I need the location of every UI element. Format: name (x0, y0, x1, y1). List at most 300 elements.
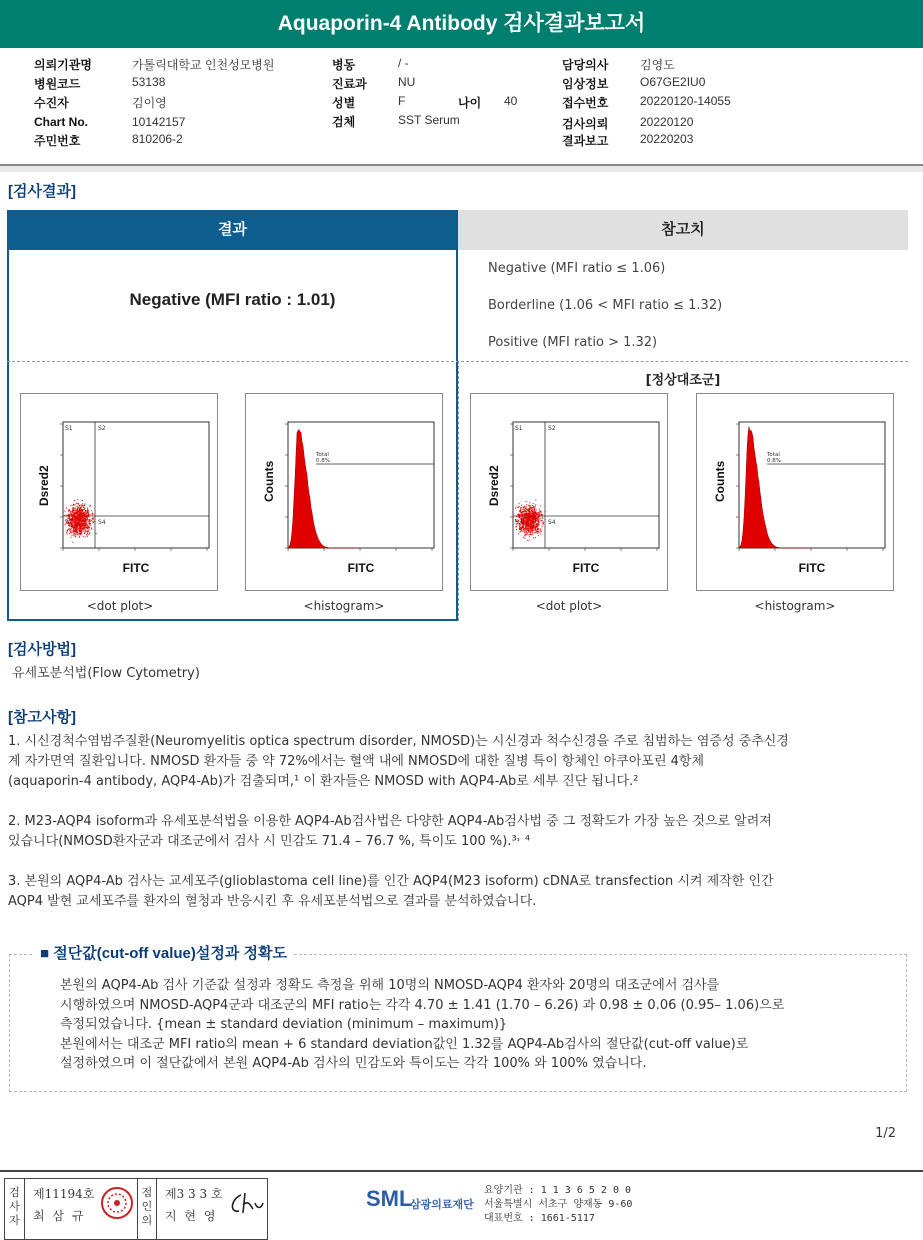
scatter-point (80, 518, 81, 519)
quadrant-label: S2 (548, 425, 556, 432)
scatter-point (543, 521, 544, 522)
scatter-point (527, 534, 528, 535)
scatter-point (537, 514, 538, 515)
cutoff-line: 본원의 AQP4-Ab 검사 기준값 설정과 정확도 측정을 위해 10명의 NMOSD-AQP4 환자와 20명의 대조군에서 검사를 (60, 978, 720, 993)
scatter-point (70, 530, 71, 531)
scatter-point (75, 518, 76, 519)
scatter-point (82, 516, 83, 517)
scatter-point (541, 515, 542, 516)
scatter-point (93, 518, 94, 519)
scatter-point (64, 515, 65, 516)
info-value: 53138 (132, 75, 166, 89)
scatter-point (74, 510, 75, 511)
scatter-point (529, 510, 530, 511)
info-value: 김영도 (640, 58, 675, 72)
info-value: 10142157 (132, 115, 186, 129)
scatter-point (66, 532, 67, 533)
scatter-point (528, 527, 529, 528)
scatter-point (82, 510, 83, 511)
scatter-point (77, 534, 78, 535)
scatter-point (77, 531, 78, 532)
scatter-point (527, 540, 528, 541)
scatter-point (83, 530, 84, 531)
scatter-point (531, 525, 532, 526)
reference-negative: Negative (MFI ratio ≤ 1.06) (488, 261, 666, 276)
scatter-point (75, 533, 76, 534)
scatter-point (524, 509, 525, 510)
scatter-point (523, 514, 524, 515)
scatter-point (523, 509, 524, 510)
scatter-point (69, 509, 70, 510)
scatter-point (75, 528, 76, 529)
scatter-point (516, 529, 517, 530)
scatter-point (82, 500, 83, 501)
scatter-point (79, 537, 80, 538)
scatter-point (539, 508, 540, 509)
scatter-point (73, 525, 74, 526)
scatter-point (87, 533, 88, 534)
scatter-point (529, 540, 530, 541)
scatter-point (87, 517, 88, 518)
age-label: 나이 (458, 96, 482, 110)
scatter-point (83, 507, 84, 508)
scatter-point (523, 511, 524, 512)
scatter-point (82, 513, 83, 514)
scatter-point (531, 513, 532, 514)
scatter-point (528, 520, 529, 521)
scatter-point (87, 508, 88, 509)
scatter-point (91, 510, 92, 511)
scatter-point (538, 514, 539, 515)
scatter-point (536, 513, 537, 514)
scatter-point (533, 523, 534, 524)
scatter-point (523, 507, 524, 508)
scatter-point (73, 529, 74, 530)
info-label: 담당의사 (562, 58, 609, 72)
scatter-point (88, 511, 89, 512)
scatter-point (79, 528, 80, 529)
scatter-point (516, 507, 517, 508)
scatter-point (96, 533, 97, 534)
scatter-point (68, 516, 69, 517)
scatter-point (518, 533, 519, 534)
scatter-point (90, 514, 91, 515)
reference-positive: Positive (MFI ratio > 1.32) (488, 335, 658, 350)
scatter-point (80, 520, 81, 521)
scatter-point (78, 533, 79, 534)
scatter-point (81, 524, 82, 525)
scatter-point (538, 516, 539, 517)
scatter-point (90, 521, 91, 522)
scatter-point (88, 515, 89, 516)
scatter-point (530, 522, 531, 523)
scatter-point (530, 524, 531, 525)
org-info (484, 1184, 632, 1226)
cutoff-text (60, 976, 900, 1074)
org-name: 삼광의료재단 (410, 1198, 474, 1211)
scatter-point (520, 507, 521, 508)
scatter-point (90, 505, 91, 506)
scatter-point (523, 518, 524, 519)
scatter-point (74, 535, 75, 536)
info-label: 성별 (332, 96, 356, 110)
scatter-point (78, 528, 79, 529)
scatter-point (527, 504, 528, 505)
scatter-point (86, 512, 87, 513)
scatter-point (532, 532, 533, 533)
scatter-point (536, 519, 537, 520)
scatter-point (520, 514, 521, 515)
scatter-point (534, 514, 535, 515)
plot-caption: <dot plot> (535, 599, 603, 613)
scatter-point (529, 508, 530, 509)
scatter-point (94, 521, 95, 522)
scatter-point (529, 536, 530, 537)
scatter-point (522, 509, 523, 510)
gate-label: Total (767, 452, 780, 458)
scatter-point (528, 513, 529, 514)
info-value: 20220120 (640, 115, 694, 129)
sml-logo: SML (366, 1186, 413, 1211)
scatter-point (87, 519, 88, 520)
scatter-point (523, 527, 524, 528)
scatter-point (72, 527, 73, 528)
scatter-point (90, 525, 91, 526)
scatter-point (527, 509, 528, 510)
scatter-point (535, 524, 536, 525)
scatter-point (535, 511, 536, 512)
scatter-point (69, 528, 70, 529)
scatter-point (70, 531, 71, 532)
scatter-point (526, 517, 527, 518)
scatter-point (527, 530, 528, 531)
scatter-point (529, 529, 530, 530)
scatter-point (520, 531, 521, 532)
info-value: 20220120-14055 (640, 94, 731, 108)
info-value: F (398, 94, 406, 108)
scatter-point (534, 511, 535, 512)
inspector-license: 제11194호 (33, 1187, 95, 1201)
scatter-point (526, 501, 527, 502)
reviewer-license: 제3 3 3 호 (165, 1187, 223, 1201)
scatter-point (520, 527, 521, 528)
scatter-point (79, 510, 80, 511)
scatter-point (80, 509, 81, 510)
scatter-point (73, 522, 74, 523)
scatter-point (90, 523, 91, 524)
scatter-point (82, 505, 83, 506)
scatter-point (79, 523, 80, 524)
scatter-point (531, 511, 532, 512)
quadrant-label: S1 (65, 425, 73, 432)
scatter-point (526, 512, 527, 513)
scatter-point (540, 528, 541, 529)
scatter-point (523, 519, 524, 520)
scatter-point (91, 520, 92, 521)
scatter-point (81, 508, 82, 509)
scatter-point (77, 508, 78, 509)
dot-plot (470, 393, 668, 591)
control-title: [정상대조군] (645, 373, 721, 388)
scatter-point (521, 528, 522, 529)
scatter-point (73, 515, 74, 516)
gate-value: 0.8% (767, 458, 781, 464)
scatter-point (77, 506, 78, 507)
scatter-point (73, 509, 74, 510)
y-axis-label: Counts (713, 460, 727, 502)
scatter-point (531, 534, 532, 535)
section-method-title: [검사방법] (8, 641, 76, 658)
scatter-point (79, 517, 80, 518)
info-value: 810206-2 (132, 132, 183, 146)
scatter-point (519, 506, 520, 507)
scatter-point (77, 515, 78, 516)
scatter-point (76, 525, 77, 526)
scatter-point (533, 528, 534, 529)
scatter-point (92, 513, 93, 514)
scatter-point (531, 527, 532, 528)
note-line: 있습니다(NMOSD환자군과 대조군에서 검사 시 민감도 71.4 – 76.7 %, 특이도 100 %).³˒ ⁴ (8, 834, 531, 849)
info-value: / - (398, 56, 409, 70)
scatter-point (537, 528, 538, 529)
x-axis-label: FITC (572, 561, 600, 575)
scatter-point (528, 528, 529, 529)
scatter-point (537, 523, 538, 524)
scatter-point (531, 531, 532, 532)
scatter-point (516, 526, 517, 527)
quadrant-label: S4 (548, 519, 556, 526)
info-label: Chart No. (34, 115, 88, 129)
scatter-point (70, 512, 71, 513)
scatter-point (71, 537, 72, 538)
scatter-point (86, 517, 87, 518)
scatter-point (75, 527, 76, 528)
quadrant-label: S1 (515, 425, 523, 432)
scatter-point (84, 518, 85, 519)
scatter-point (84, 514, 85, 515)
scatter-point (535, 512, 536, 513)
scatter-point (74, 524, 75, 525)
scatter-point (533, 503, 534, 504)
scatter-point (81, 533, 82, 534)
histogram-area (288, 430, 358, 549)
note-line: (aquaporin-4 antibody, AQP4-Ab)가 검출되며,¹ 이 환자들은 NMOSD with AQP4-Ab로 세부 진단 됩니다.² (8, 774, 639, 789)
scatter-point (75, 511, 76, 512)
scatter-point (535, 521, 536, 522)
scatter-point (80, 526, 81, 527)
scatter-point (84, 532, 85, 533)
scatter-point (92, 514, 93, 515)
scatter-point (93, 522, 94, 523)
scatter-point (77, 532, 78, 533)
scatter-point (74, 521, 75, 522)
scatter-point (530, 531, 531, 532)
scatter-point (528, 530, 529, 531)
scatter-point (77, 526, 78, 527)
scatter-point (89, 516, 90, 517)
scatter-point (520, 509, 521, 510)
scatter-point (73, 504, 74, 505)
scatter-point (87, 536, 88, 537)
scatter-point (525, 527, 526, 528)
scatter-point (536, 520, 537, 521)
scatter-point (519, 528, 520, 529)
scatter-point (71, 505, 72, 506)
scatter-point (540, 518, 541, 519)
scatter-point (80, 511, 81, 512)
scatter-point (73, 532, 74, 533)
section-result-title: [검사결과] (8, 183, 76, 200)
scatter-point (77, 499, 78, 500)
histogram-plot (696, 393, 894, 591)
plot-caption: <dot plot> (86, 599, 154, 613)
scatter-point (534, 508, 535, 509)
scatter-point (72, 535, 73, 536)
scatter-point (74, 512, 75, 513)
scatter-point (527, 526, 528, 527)
scatter-point (534, 530, 535, 531)
scatter-point (78, 522, 79, 523)
scatter-point (529, 517, 530, 518)
scatter-point (85, 518, 86, 519)
info-value: O67GE2IU0 (640, 75, 706, 89)
scatter-point (539, 515, 540, 516)
info-label: 결과보고 (562, 134, 609, 148)
scatter-point (526, 519, 527, 520)
scatter-point (78, 508, 79, 509)
cutoff-title: ■ 절단값(cut-off value)설정과 정확도 (34, 942, 293, 963)
y-axis-label: Counts (262, 460, 276, 502)
x-axis-label: FITC (798, 561, 826, 575)
scatter-point (77, 503, 78, 504)
inspector-label: 검사자 (5, 1179, 25, 1240)
scatter-point (79, 512, 80, 513)
scatter-point (534, 519, 535, 520)
scatter-point (73, 507, 74, 508)
scatter-point (74, 504, 75, 505)
scatter-point (520, 510, 521, 511)
cutoff-line: 측정되었습니다. {mean ± standard deviation (minimum – maximum)} (60, 1017, 508, 1032)
cutoff-line: 설정하였으며 이 절단값에서 본원 AQP4-Ab 검사의 민감도와 특이도는 각각 100% 와 100% 였습니다. (60, 1056, 647, 1071)
scatter-point (524, 538, 525, 539)
scatter-point (540, 514, 541, 515)
scatter-point (531, 509, 532, 510)
scatter-point (75, 536, 76, 537)
scatter-point (525, 510, 526, 511)
scatter-point (66, 516, 67, 517)
info-label: 의뢰기관명 (34, 58, 92, 72)
scatter-point (74, 520, 75, 521)
reviewer-label: 점인의 (137, 1179, 157, 1240)
scatter-point (530, 521, 531, 522)
scatter-point (539, 522, 540, 523)
scatter-point (69, 510, 70, 511)
scatter-point (523, 531, 524, 532)
scatter-point (77, 520, 78, 521)
scatter-point (76, 513, 77, 514)
histogram-area (739, 427, 809, 548)
scatter-point (530, 532, 531, 533)
scatter-point (519, 527, 520, 528)
scatter-point (83, 524, 84, 525)
reference-borderline: Borderline (1.06 < MFI ratio ≤ 1.32) (488, 298, 723, 313)
scatter-point (519, 529, 520, 530)
scatter-point (71, 511, 72, 512)
org-code: 요양기관 : 1 1 3 6 5 2 0 0 (484, 1185, 632, 1196)
scatter-point (543, 524, 544, 525)
info-label: 병원코드 (34, 77, 81, 91)
scatter-point (66, 508, 67, 509)
scatter-point (536, 525, 537, 526)
scatter-point (87, 531, 88, 532)
scatter-point (519, 514, 520, 515)
scatter-point (70, 532, 71, 533)
scatter-point (83, 536, 84, 537)
scatter-point (519, 517, 520, 518)
scatter-point (89, 529, 90, 530)
org-phone: 대표번호 : 1661-5117 (484, 1213, 595, 1224)
cutoff-line: 본원에서는 대조군 MFI ratio의 mean + 6 standard deviation값인 1.32를 AQP4-Ab검사의 절단값(cut-off value)로 (60, 1036, 749, 1052)
scatter-point (539, 524, 540, 525)
scatter-point (87, 513, 88, 514)
scatter-point (78, 516, 79, 517)
scatter-point (72, 513, 73, 514)
scatter-point (68, 529, 69, 530)
scatter-point (535, 527, 536, 528)
scatter-point (528, 526, 529, 527)
scatter-point (82, 503, 83, 504)
scatter-point (528, 511, 529, 512)
scatter-point (73, 542, 74, 543)
scatter-point (533, 513, 534, 514)
section-notes-title: [참고사항] (8, 709, 76, 726)
scatter-point (527, 516, 528, 517)
scatter-point (523, 515, 524, 516)
scatter-point (525, 506, 526, 507)
scatter-point (544, 519, 545, 520)
scatter-point (75, 508, 76, 509)
scatter-point (533, 507, 534, 508)
scatter-point (84, 515, 85, 516)
scatter-point (535, 537, 536, 538)
scatter-point (88, 523, 89, 524)
scatter-point (83, 516, 84, 517)
scatter-point (90, 524, 91, 525)
info-value: 김이영 (132, 96, 167, 110)
scatter-point (530, 534, 531, 535)
note-line: AQP4 발현 교세포주를 환자의 혈청과 반응시킨 후 유세포분석법으로 결과를 분석하였습니다. (8, 894, 537, 909)
scatter-point (79, 505, 80, 506)
report-title: Aquaporin-4 Antibody 검사결과보고서 (0, 0, 923, 48)
scatter-point (68, 515, 69, 516)
scatter-point (520, 529, 521, 530)
reference-header: 참고치 (458, 210, 908, 250)
scatter-point (533, 509, 534, 510)
scatter-point (523, 529, 524, 530)
scatter-point (87, 525, 88, 526)
scatter-point (529, 514, 530, 515)
scatter-point (80, 530, 81, 531)
scatter-point (533, 530, 534, 531)
scatter-point (84, 527, 85, 528)
scatter-point (538, 535, 539, 536)
scatter-point (67, 530, 68, 531)
scatter-point (87, 527, 88, 528)
scatter-point (536, 514, 537, 515)
scatter-point (71, 516, 72, 517)
scatter-point (527, 519, 528, 520)
scatter-point (533, 506, 534, 507)
